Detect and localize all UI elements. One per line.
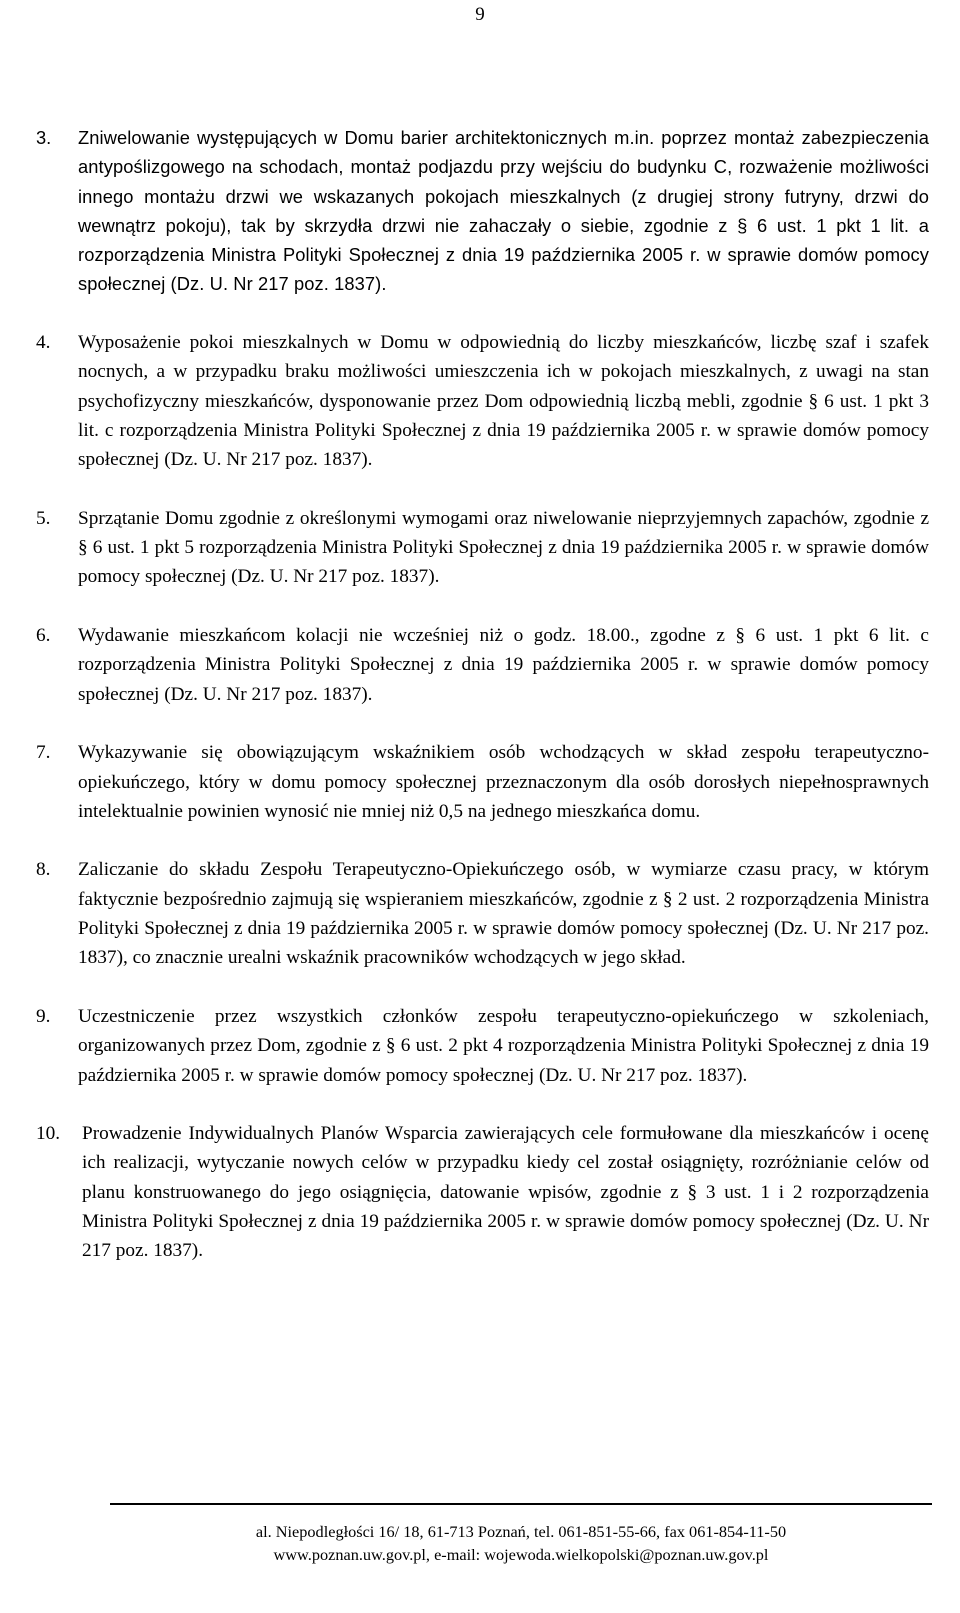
item-number: 4. bbox=[36, 332, 51, 354]
list-item bbox=[36, 328, 929, 474]
item-number: 9. bbox=[36, 1005, 51, 1027]
item-text: Sprzątanie Domu zgodnie z określonymi wymogami oraz niwelowanie nieprzyjemnych zapachów, zgodnie z § 6 ust. 1 pkt 5 rozporządzenia Ministra Polityki Społecznej z dnia 19 października 2005 r. w sprawie domów pomocy społecznej (Dz. U. Nr 217 poz. 1837). bbox=[78, 507, 929, 588]
item-number: 7. bbox=[36, 742, 51, 764]
list-item bbox=[36, 123, 929, 299]
list-item bbox=[36, 738, 929, 826]
list-item bbox=[36, 1002, 929, 1090]
item-text: Wykazywanie się obowiązującym wskaźnikiem osób wchodzących w skład zespołu terapeutyczno-opiekuńczego, który w domu pomocy społecznej przeznaczonym dla osób dorosłych niepełnosprawnych intelektualnie powinien wynosić nie mniej niż 0,5 na jednego mieszkańca domu. bbox=[78, 742, 929, 822]
item-number: 3. bbox=[36, 127, 52, 148]
item-text: Wyposażenie pokoi mieszkalnych w Domu w odpowiednią do liczby mieszkańców, liczbę szaf i szafek nocnych, a w przypadku braku możliwości umieszczenia ich w pokojach mieszkalnych, z uwagi na stan psychofizyczny mieszkańców, dysponowanie przez Dom odpowiednią liczbą mebli, zgodnie § 6 ust. 1 pkt 3 lit. c rozporządzenia Ministra Polityki Społecznej z dnia 19 października 2005 r. w sprawie domów pomocy społecznej (Dz. U. Nr 217 poz. 1837). bbox=[78, 332, 929, 471]
footer-divider bbox=[110, 1503, 932, 1505]
item-number: 5. bbox=[36, 507, 51, 529]
item-number: 10. bbox=[36, 1123, 61, 1145]
item-text: Wydawanie mieszkańcom kolacji nie wcześniej niż o godz. 18.00., zgodne z § 6 ust. 1 pkt 6 lit. c rozporządzenia Ministra Polityki Społecznej z dnia 19 października 2005 r. w sprawie domów pomocy społecznej (Dz. U. Nr 217 poz. 1837). bbox=[78, 625, 929, 705]
footer bbox=[110, 1520, 932, 1566]
list-item bbox=[36, 621, 929, 709]
footer-contact: www.poznan.uw.gov.pl, e-mail: wojewoda.wielkopolski@poznan.uw.gov.pl bbox=[273, 1545, 769, 1564]
item-text: Prowadzenie Indywidualnych Planów Wsparcia zawierających cele formułowane dla mieszkańców i ocenę ich realizacji, wytyczanie nowych celów w przypadku kiedy cel został osiągnięty, rozróżnianie celów od planu konstruowanego do jego osiągnięcia, datowanie wpisów, zgodnie z § 3 ust. 1 i 2 rozporządzenia Ministra Polityki Społecznej z dnia 19 października 2005 r. w sprawie domów pomocy społecznej (Dz. U. Nr 217 poz. 1837). bbox=[82, 1123, 929, 1262]
item-text: Zniwelowanie występujących w Domu barier architektonicznych m.in. poprzez montaż zabezpieczenia antypoślizgowego na schodach, montaż podjazdu przy wejściu do budynku C, rozważenie możliwości innego montażu drzwi we wskazanych pokojach mieszkalnych (z drugiej strony futryny, drzwi do wewnątrz pokoju), tak by skrzydła drzwi nie zahaczały o siebie, zgodnie z § 6 ust. 1 pkt 1 lit. a rozporządzenia Ministra Polityki Społecznej z dnia 19 października 2005 r. w sprawie domów pomocy społecznej (Dz. U. Nr 217 poz. 1837). bbox=[78, 127, 929, 295]
list-item bbox=[36, 1119, 929, 1265]
list-item bbox=[36, 855, 929, 972]
list-item bbox=[36, 504, 929, 592]
item-text: Uczestniczenie przez wszystkich członków zespołu terapeutyczno-opiekuńczego w szkoleniach, organizowanych przez Dom, zgodnie z § 6 ust. 2 pkt 4 rozporządzenia Ministra Polityki Społecznej z dnia 19 października 2005 r. w sprawie domów pomocy społecznej (Dz. U. Nr 217 poz. 1837). bbox=[78, 1005, 929, 1086]
item-number: 6. bbox=[36, 625, 51, 647]
item-number: 8. bbox=[36, 859, 51, 881]
footer-address: al. Niepodległości 16/ 18, 61-713 Poznań, tel. 061-851-55-66, fax 061-854-11-50 bbox=[255, 1522, 787, 1541]
item-text: Zaliczanie do składu Zespołu Terapeutyczno-Opiekuńczego osób, w wymiarze czasu pracy, w którym faktycznie bezpośrednio zajmują się wspieraniem mieszkańców, zgodnie z § 2 ust. 2 rozporządzenia Ministra Polityki Społecznej z dnia 19 października 2005 r. w sprawie domów pomocy społecznej (Dz. U. Nr 217 poz. 1837), co znacznie urealni wskaźnik pracowników wchodzących w jego skład. bbox=[78, 859, 929, 969]
page-number: 9 bbox=[475, 4, 485, 25]
recommendations-list bbox=[36, 123, 929, 1295]
